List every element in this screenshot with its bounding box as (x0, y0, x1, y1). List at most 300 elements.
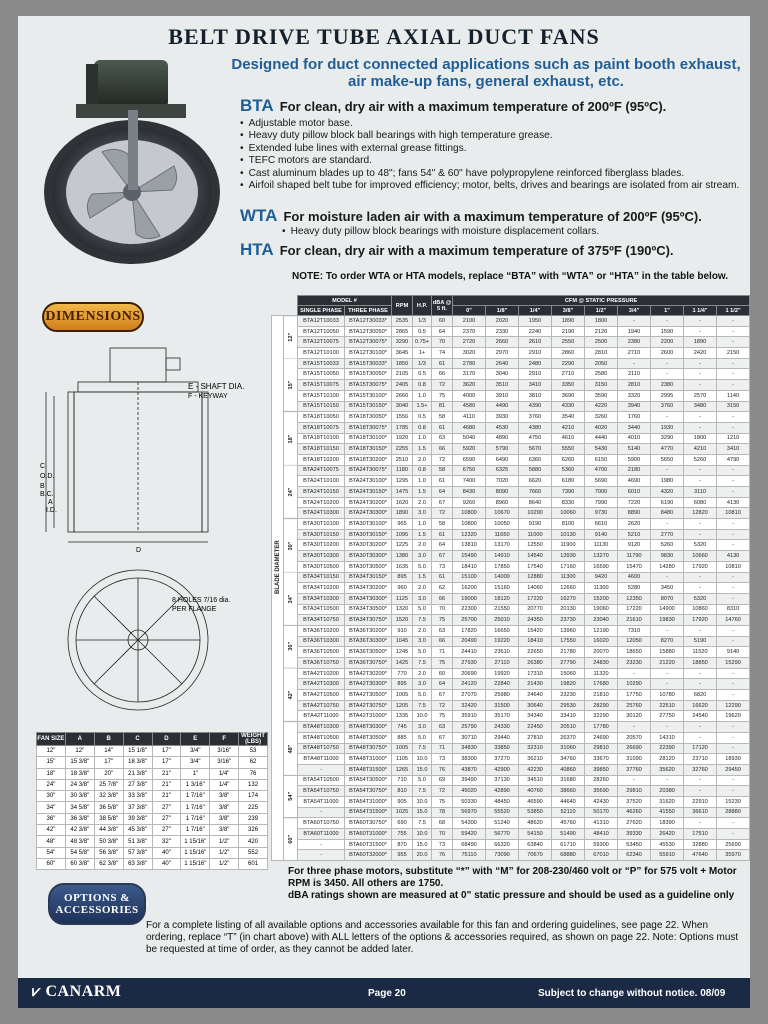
table-row (272, 337, 750, 348)
value-cell: 23730 (552, 615, 585, 626)
dim-cell: 1/4" (210, 768, 239, 779)
value-cell: 25690 (717, 839, 750, 850)
dim-cell: 40" (152, 858, 181, 869)
value-cell: 1940 (618, 326, 651, 337)
value-cell: 16020 (585, 636, 618, 647)
table-row (272, 583, 750, 594)
value-cell: 66320 (486, 839, 519, 850)
value-cell: 72 (432, 508, 453, 519)
value-cell: 50330 (453, 796, 486, 807)
bta-feature: • Extended lube lines with external grease fittings. (240, 143, 740, 155)
dim-cell: 20" (94, 768, 123, 779)
value-cell: 24410 (453, 647, 486, 658)
value-cell: 32310 (519, 743, 552, 754)
sp-header: 1 1/4" (684, 306, 717, 316)
value-cell: 5.0 (413, 690, 432, 701)
value-cell: 8960 (486, 497, 519, 508)
value-cell: 1800 (684, 433, 717, 444)
model-cell: BTA48T30500* (345, 732, 392, 743)
wta-feature: • Heavy duty pillow block bearings with moisture displacement collars. (282, 226, 740, 238)
value-cell: 15160 (486, 583, 519, 594)
table-row (272, 722, 750, 733)
model-cell: BTA30T10100 (298, 519, 345, 530)
value-cell: 29440 (486, 732, 519, 743)
hta-heading: For clean, dry air with a maximum temperature of 375ºF (190ºC). (279, 243, 674, 258)
value-cell: 30640 (519, 700, 552, 711)
value-cell: 5690 (585, 476, 618, 487)
table-row (272, 604, 750, 615)
value-cell: 4020 (585, 422, 618, 433)
model-cell: BTA34T30500* (345, 604, 392, 615)
value-cell: 8270 (651, 636, 684, 647)
cfm-header: CFM @ STATIC PRESSURE (453, 296, 750, 306)
value-cell: 11320 (585, 668, 618, 679)
table-row (272, 454, 750, 465)
value-cell: 67 (432, 690, 453, 701)
value-cell: 61 (432, 529, 453, 540)
value-cell: 35690 (585, 786, 618, 797)
value-cell: - (717, 690, 750, 701)
value-cell: 18930 (717, 754, 750, 765)
value-cell: 4600 (618, 572, 651, 583)
table-row (272, 615, 750, 626)
value-cell: 27620 (618, 818, 651, 829)
value-cell: 1045 (392, 636, 413, 647)
table-row (37, 847, 268, 858)
value-cell: 5260 (684, 454, 717, 465)
value-cell: 6260 (552, 454, 585, 465)
model-cell: BTA54T10500 (298, 775, 345, 786)
value-cell: 38300 (453, 754, 486, 765)
value-cell: 35170 (486, 711, 519, 722)
blade-size: 60" (284, 818, 298, 861)
value-cell: 1210 (717, 433, 750, 444)
value-cell: 2580 (585, 369, 618, 380)
value-cell: 20.0 (413, 850, 432, 861)
value-cell: 1025 (392, 807, 413, 818)
single-phase-header: SINGLE PHASE (298, 306, 345, 316)
value-cell: - (651, 668, 684, 679)
dim-header-cell: B (94, 733, 123, 746)
value-cell: 35970 (717, 850, 750, 861)
value-cell: 1.0 (413, 433, 432, 444)
value-cell: 15420 (519, 625, 552, 636)
model-cell: BTA54T10750 (298, 786, 345, 797)
value-cell: 34760 (552, 754, 585, 765)
dim-cell: 1 3/16" (181, 779, 210, 790)
value-cell: - (684, 572, 717, 583)
model-cell: BTA42T10500 (298, 690, 345, 701)
value-cell: 24330 (486, 722, 519, 733)
fan-photo (32, 50, 232, 268)
value-cell: - (651, 722, 684, 733)
sp-header: 1 1/2" (717, 306, 750, 316)
value-cell: 1950 (519, 316, 552, 327)
model-cell: BTA48T31000* (345, 754, 392, 765)
value-cell: 39330 (618, 829, 651, 840)
order-note: NOTE: To order WTA or HTA models, replace “BTA” with “WTA” or “HTA” in the table below. (292, 271, 729, 282)
model-cell: BTA18T30050* (345, 412, 392, 423)
value-cell: - (717, 636, 750, 647)
value-cell: 73 (432, 754, 453, 765)
model-cell: BTA15T30050* (345, 369, 392, 380)
value-cell: 1556 (392, 412, 413, 423)
value-cell: 4130 (717, 551, 750, 562)
value-cell: 4220 (585, 401, 618, 412)
value-cell: 1225 (392, 540, 413, 551)
value-cell: 16620 (684, 700, 717, 711)
table-row (272, 807, 750, 818)
value-cell: 1125 (392, 593, 413, 604)
value-cell: 33410 (552, 711, 585, 722)
b-label: B (40, 483, 45, 490)
value-cell: 1.5+ (413, 401, 432, 412)
value-cell: - (717, 422, 750, 433)
model-cell: BTA12T10033 (298, 316, 345, 327)
value-cell: 14310 (651, 732, 684, 743)
model-cell: BTA30T30500* (345, 561, 392, 572)
value-cell: 20070 (585, 647, 618, 658)
value-cell: 32420 (453, 700, 486, 711)
value-cell: 76 (432, 764, 453, 775)
dim-cell: 1" (181, 768, 210, 779)
model-cell: BTA15T10150 (298, 401, 345, 412)
table-row (37, 791, 268, 802)
value-cell: 3.0 (413, 722, 432, 733)
value-cell: 20570 (618, 732, 651, 743)
value-cell: 3290 (392, 337, 413, 348)
value-cell: 810 (392, 786, 413, 797)
dba-header: dBA @ 5 ft. (432, 296, 453, 316)
dim-cell: 57 3/8" (123, 847, 152, 858)
dim-cell: 15 1/8" (123, 746, 152, 757)
value-cell: 21780 (552, 647, 585, 658)
model-cell: BTA24T10300 (298, 508, 345, 519)
value-cell: 2405 (392, 380, 413, 391)
value-cell: 7.5 (413, 818, 432, 829)
value-cell: - (684, 722, 717, 733)
value-cell: - (684, 679, 717, 690)
value-cell: 5040 (453, 433, 486, 444)
bta-features (240, 118, 740, 192)
value-cell: - (717, 326, 750, 337)
value-cell: 34340 (519, 711, 552, 722)
value-cell: 22300 (453, 604, 486, 615)
dim-header-cell: WEIGHT (LBS) (239, 733, 268, 746)
value-cell: - (684, 465, 717, 476)
value-cell: 5.0 (413, 775, 432, 786)
value-cell: 12050 (618, 636, 651, 647)
od-label: O.D. (40, 473, 55, 480)
value-cell: 29810 (618, 786, 651, 797)
bta-feature: • Heavy duty pillow block ball bearings with high temperature grease. (240, 130, 740, 142)
dim-cell: 17" (94, 757, 123, 768)
value-cell: 7990 (585, 497, 618, 508)
value-cell: - (684, 476, 717, 487)
value-cell: 34830 (453, 743, 486, 754)
value-cell: 22450 (519, 722, 552, 733)
value-cell: 28290 (585, 700, 618, 711)
value-cell: 5.0 (413, 647, 432, 658)
table-row (272, 401, 750, 412)
model-cell: BTA18T10150 (298, 444, 345, 455)
wta-features (282, 226, 740, 238)
value-cell: 67 (432, 732, 453, 743)
value-cell: 16650 (486, 625, 519, 636)
value-cell: 12880 (519, 572, 552, 583)
value-cell: 6080 (684, 497, 717, 508)
value-cell: 13270 (585, 551, 618, 562)
table-row (272, 764, 750, 775)
value-cell: - (684, 529, 717, 540)
value-cell: 21550 (486, 604, 519, 615)
value-cell: 37270 (486, 754, 519, 765)
value-cell: - (717, 668, 750, 679)
model-cell: BTA12T10050 (298, 326, 345, 337)
dim-cell: 1 7/16" (181, 791, 210, 802)
value-cell: 31620 (651, 796, 684, 807)
value-cell: 2120 (585, 326, 618, 337)
bta-code: BTA (240, 96, 274, 115)
value-cell: 10290 (618, 679, 651, 690)
value-cell: 1520 (392, 615, 413, 626)
value-cell: 0.5 (413, 412, 432, 423)
value-cell: 19920 (486, 668, 519, 679)
value-cell: 15060 (552, 668, 585, 679)
value-cell: 28880 (717, 807, 750, 818)
sp-header: 1/2" (585, 306, 618, 316)
value-cell: 2420 (684, 348, 717, 359)
value-cell: 10050 (486, 519, 519, 530)
value-cell: 5190 (684, 636, 717, 647)
table-row (272, 786, 750, 797)
value-cell: 1.0 (413, 390, 432, 401)
value-cell: - (717, 593, 750, 604)
holes-label: 8 HOLES 7/16 dia. (172, 597, 231, 604)
value-cell: 14900 (651, 604, 684, 615)
value-cell: - (618, 722, 651, 733)
value-cell: 3.0 (413, 636, 432, 647)
value-cell: 54150 (519, 829, 552, 840)
bta-feature: • Airfoil shaped belt tube for improved efficiency; motor, belts, drives and bearings are isolated from air stream. (240, 180, 740, 192)
model-cell: BTA36T10750 (298, 658, 345, 669)
value-cell: 75 (432, 711, 453, 722)
table-row (272, 711, 750, 722)
model-cell: BTA30T10200 (298, 540, 345, 551)
model-cell: BTA12T30100* (345, 348, 392, 359)
value-cell: 895 (392, 679, 413, 690)
model-cell: BTA12T30033* (345, 316, 392, 327)
value-cell: 0.8 (413, 380, 432, 391)
model-cell: BTA36T30500* (345, 647, 392, 658)
value-cell: 8890 (618, 508, 651, 519)
value-cell: 14060 (519, 583, 552, 594)
value-cell: - (651, 625, 684, 636)
value-cell: - (684, 732, 717, 743)
value-cell: 76 (432, 850, 453, 861)
value-cell: 45760 (552, 818, 585, 829)
model-cell: BTA24T30100* (345, 476, 392, 487)
value-cell: 4530 (486, 422, 519, 433)
dim-cell: 601 (239, 858, 268, 869)
model-cell: BTA48T11000 (298, 754, 345, 765)
dim-cell: 3/4" (181, 757, 210, 768)
value-cell: 3940 (618, 401, 651, 412)
value-cell: - (651, 358, 684, 369)
dim-cell: 24" (37, 779, 66, 790)
dim-cell: 3/8" (210, 813, 239, 824)
dim-header-cell: C (123, 733, 152, 746)
value-cell: 5360 (552, 465, 585, 476)
value-cell: 7660 (519, 487, 552, 498)
value-cell: 22510 (651, 700, 684, 711)
value-cell: 39490 (453, 775, 486, 786)
value-cell: 31500 (486, 700, 519, 711)
model-cell: BTA18T30100* (345, 433, 392, 444)
value-cell: 2180 (618, 465, 651, 476)
value-cell: 3760 (519, 412, 552, 423)
value-cell: 62340 (618, 850, 651, 861)
dim-cell: 27" (152, 813, 181, 824)
value-cell: 690 (392, 818, 413, 829)
dim-cell: 17" (152, 757, 181, 768)
value-cell: 1980 (651, 476, 684, 487)
value-cell: 17920 (684, 615, 717, 626)
value-cell: - (684, 358, 717, 369)
value-cell: 3410 (717, 444, 750, 455)
value-cell: 8430 (453, 487, 486, 498)
model-cell: - (298, 839, 345, 850)
value-cell: 3260 (585, 412, 618, 423)
value-cell: 73 (432, 839, 453, 850)
value-cell: 8480 (651, 508, 684, 519)
value-cell: 1890 (392, 508, 413, 519)
value-cell: 8070 (651, 593, 684, 604)
table-row (272, 636, 750, 647)
value-cell: 55520 (486, 807, 519, 818)
dim-cell: 33 3/8" (123, 791, 152, 802)
table-row (272, 412, 750, 423)
value-cell: 1.0 (413, 476, 432, 487)
table-row (272, 796, 750, 807)
dim-cell: 45 3/8" (123, 825, 152, 836)
model-cell: BTA34T30300* (345, 593, 392, 604)
value-cell: 72 (432, 700, 453, 711)
value-cell: 66 (432, 636, 453, 647)
model-cell: BTA48T10750 (298, 743, 345, 754)
model-cell: BTA30T30200* (345, 540, 392, 551)
model-cell: BTA30T10300 (298, 551, 345, 562)
wta-code: WTA (240, 206, 278, 225)
model-cell: BTA42T10300 (298, 679, 345, 690)
value-cell: 3440 (618, 422, 651, 433)
dim-cell: 225 (239, 802, 268, 813)
dim-cell: 36 5/8" (94, 802, 123, 813)
value-cell: 67 (432, 497, 453, 508)
value-cell: 15.0 (413, 839, 432, 850)
value-cell: 2970 (486, 348, 519, 359)
dim-cell: 36" (37, 813, 66, 824)
value-cell: 72 (432, 454, 453, 465)
value-cell: 6610 (585, 519, 618, 530)
dim-cell: 56 3/8" (94, 847, 123, 858)
value-cell: - (618, 668, 651, 679)
model-cell: BTA34T10200 (298, 583, 345, 594)
model-cell: BTA60T32000* (345, 850, 392, 861)
value-cell: 1785 (392, 422, 413, 433)
value-cell: 12350 (618, 593, 651, 604)
value-cell: 24540 (684, 711, 717, 722)
value-cell: 18850 (684, 658, 717, 669)
value-cell: 41550 (651, 807, 684, 818)
model-cell: BTA34T10300 (298, 593, 345, 604)
value-cell: 56970 (453, 807, 486, 818)
value-cell: 17220 (618, 604, 651, 615)
value-cell: 24690 (585, 732, 618, 743)
dim-cell: 239 (239, 813, 268, 824)
value-cell: 5650 (651, 454, 684, 465)
value-cell: 10810 (717, 561, 750, 572)
value-cell: 14760 (717, 615, 750, 626)
value-cell: 46260 (618, 807, 651, 818)
value-cell: - (717, 732, 750, 743)
value-cell: 20380 (651, 786, 684, 797)
sp-header: 1" (651, 306, 684, 316)
table-row (37, 813, 268, 824)
value-cell: 35620 (651, 764, 684, 775)
value-cell: 1930 (651, 422, 684, 433)
value-cell: 25700 (453, 615, 486, 626)
value-cell: 10.0 (413, 829, 432, 840)
model-cell: BTA24T10200 (298, 497, 345, 508)
model-cell: BTA54T31000* (345, 796, 392, 807)
dimension-table (36, 732, 268, 870)
dim-cell: 60" (37, 858, 66, 869)
table-row (272, 754, 750, 765)
value-cell: - (684, 583, 717, 594)
value-cell: 20490 (453, 636, 486, 647)
value-cell: 770 (392, 668, 413, 679)
value-cell: 73 (432, 561, 453, 572)
value-cell: 9140 (717, 647, 750, 658)
value-cell: 8330 (552, 497, 585, 508)
table-row (272, 433, 750, 444)
value-cell: 5320 (684, 593, 717, 604)
value-cell: 4130 (717, 497, 750, 508)
value-cell: 5320 (684, 540, 717, 551)
model-cell: BTA60T30750* (345, 818, 392, 829)
value-cell: 81 (432, 401, 453, 412)
table-row (272, 700, 750, 711)
dim-cell: 21 3/8" (123, 768, 152, 779)
table-row (272, 497, 750, 508)
dim-cell: 48 3/8" (65, 836, 94, 847)
value-cell: - (651, 465, 684, 476)
dim-cell: 44 3/8" (94, 825, 123, 836)
value-cell: 960 (392, 583, 413, 594)
dim-cell: 3/8" (210, 791, 239, 802)
dim-cell: 24 3/8" (65, 779, 94, 790)
table-row (272, 444, 750, 455)
value-cell: - (684, 422, 717, 433)
value-cell: 6620 (519, 476, 552, 487)
model-cell: BTA24T10100 (298, 476, 345, 487)
model-cell: BTA36T30200* (345, 625, 392, 636)
model-cell: - (298, 850, 345, 861)
value-cell: 62 (432, 583, 453, 594)
value-cell: 19620 (717, 711, 750, 722)
value-cell: 78 (432, 807, 453, 818)
